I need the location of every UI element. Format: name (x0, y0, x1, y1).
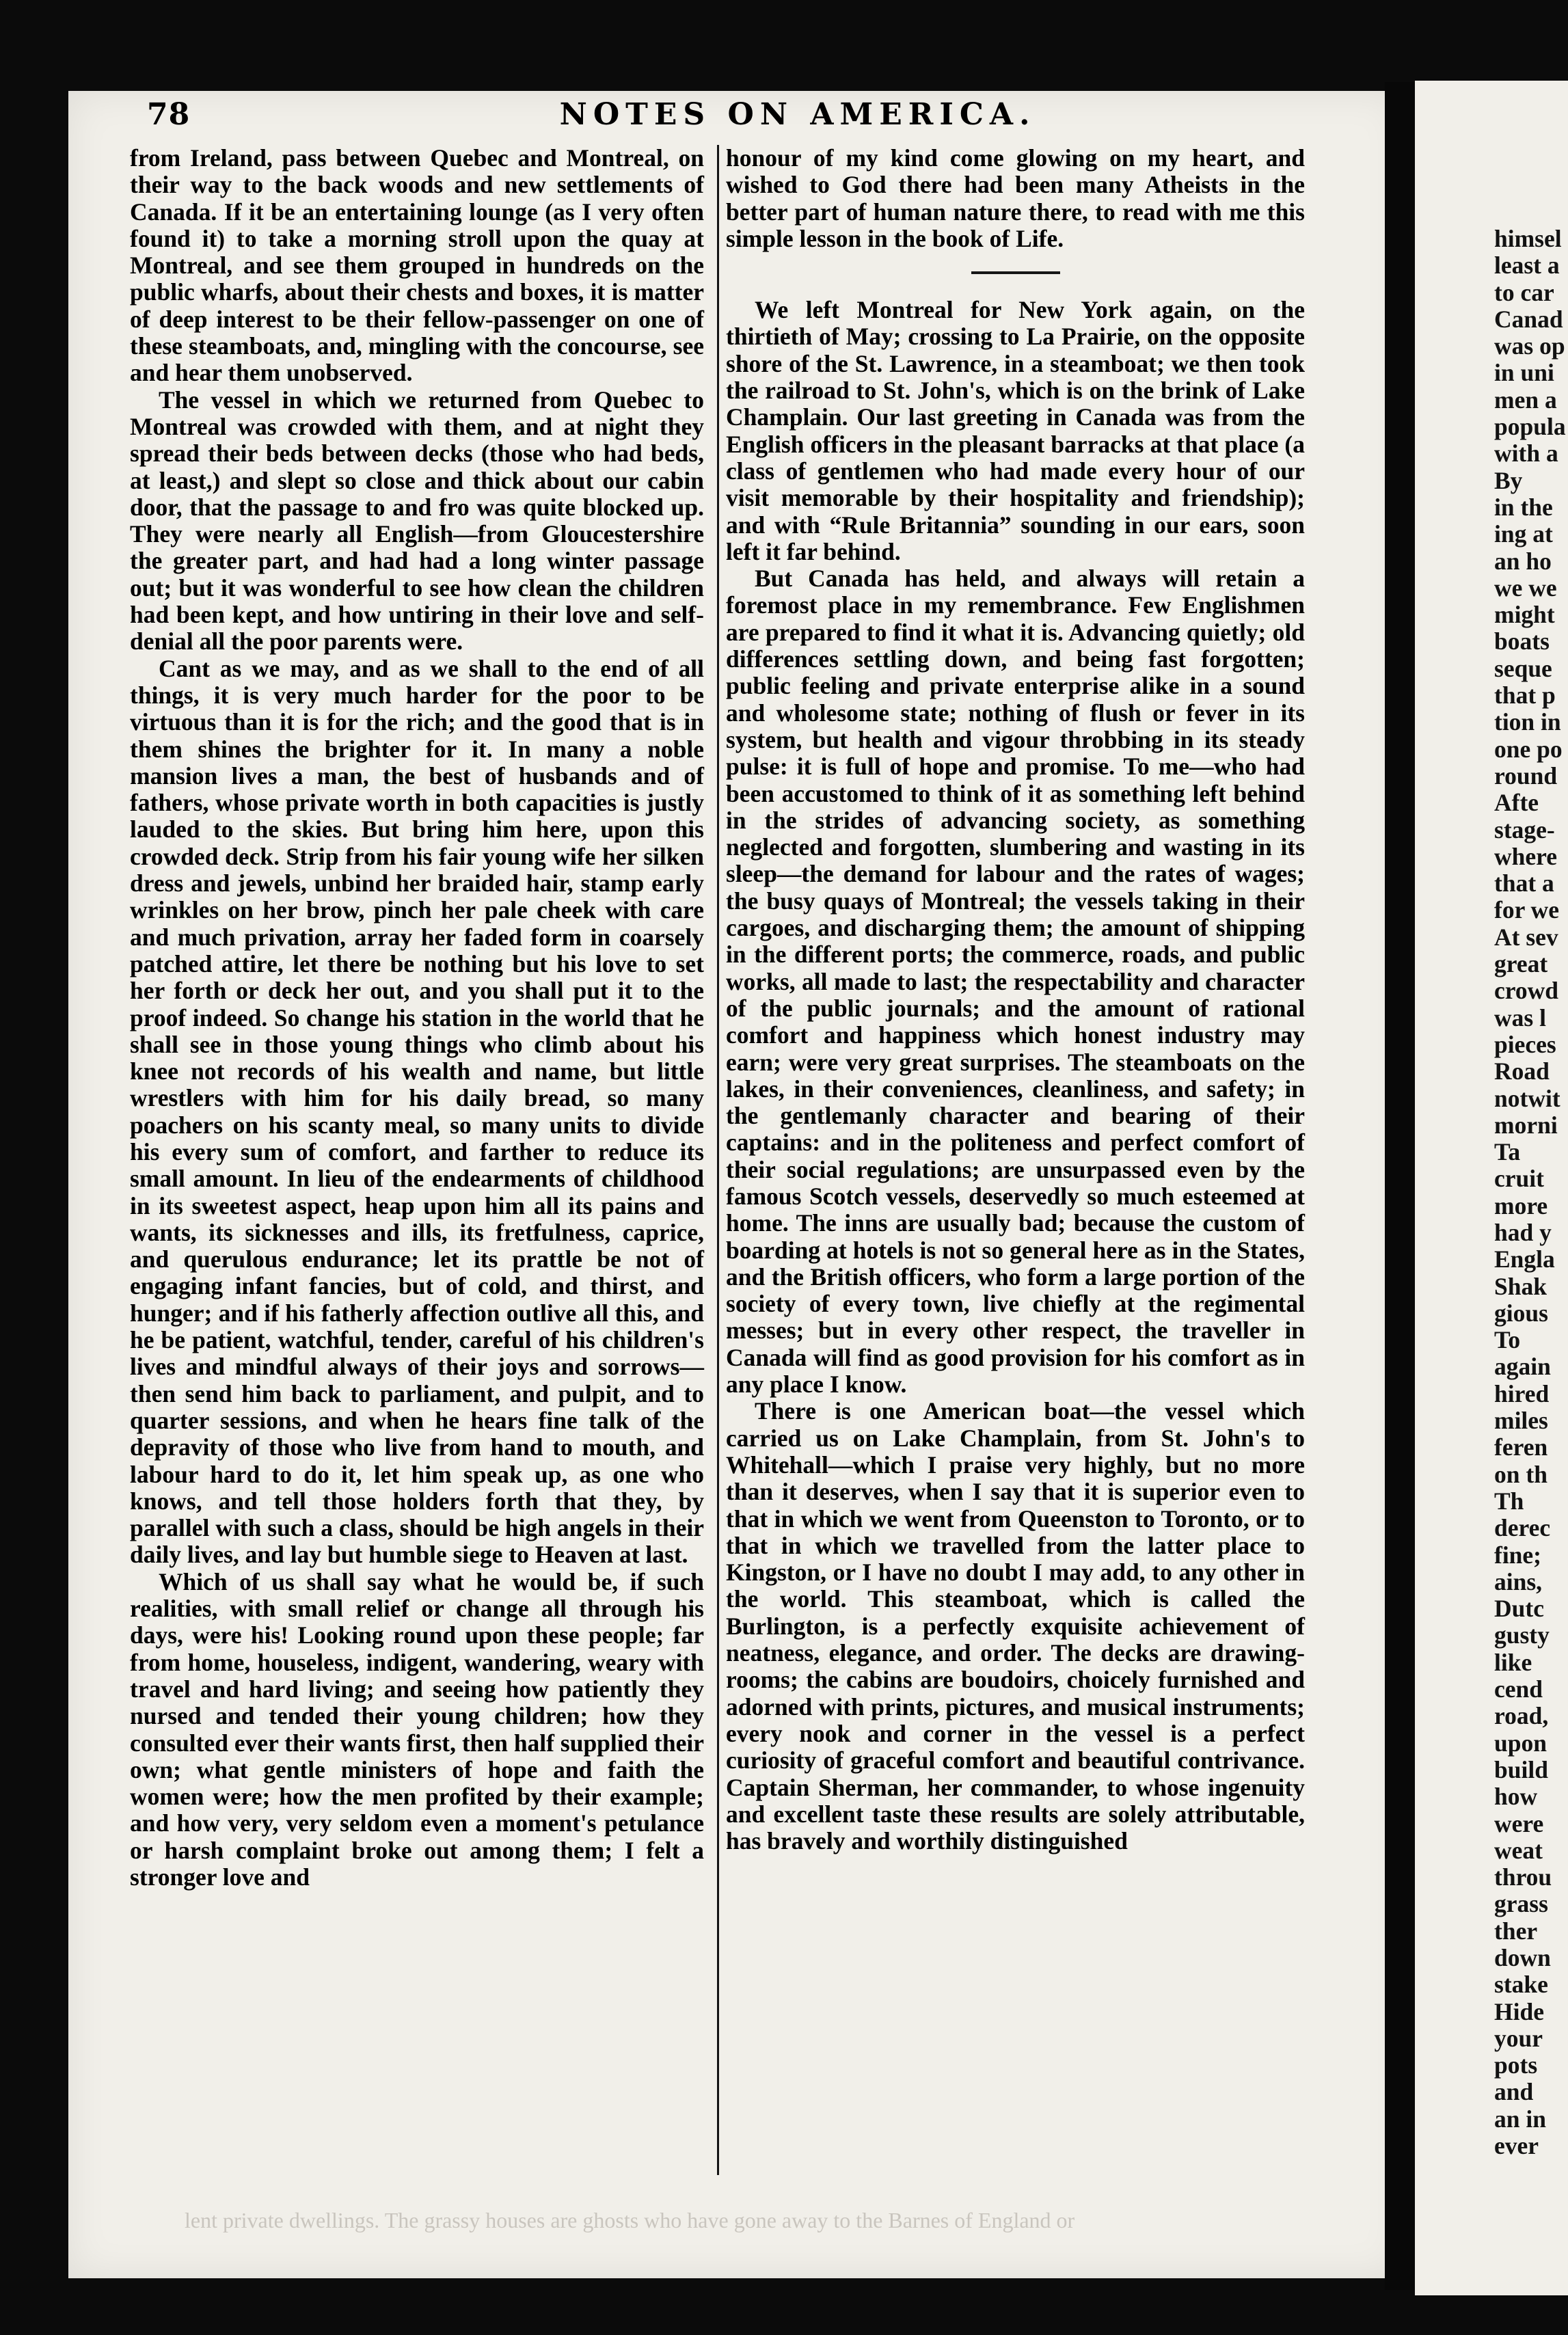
facing-page-line: down (1494, 1944, 1551, 1971)
facing-page-line: might (1494, 601, 1555, 629)
facing-page-line: Engla (1494, 1245, 1555, 1273)
facing-page-line: pots (1494, 2051, 1538, 2079)
facing-page-line: one po (1494, 735, 1563, 763)
facing-page-line: popula (1494, 413, 1566, 441)
facing-page-line: fine; (1494, 1541, 1542, 1569)
facing-page-line: men a (1494, 386, 1557, 414)
facing-page-line: were (1494, 1809, 1544, 1837)
facing-page-line: stage- (1494, 815, 1555, 843)
bleed-through-text: lent private dwellings. The grassy houses are ghosts who have gone away to the Barnes of England or (185, 2208, 1075, 2232)
paragraph: There is one American boat—the vessel which carried us on Lake Champlain, from St. John's to Whitehall—which I praise very highly, but no more than it deserves, when I say that it is superior even to that in which we went from Queenston to Toronto, or to that in which we travelled from the latter place to Kingston, or I have no doubt I may add, to any other in the world. This steamboat, which is called the Burlington, is a perfectly exquisite achievement of neatness, elegance, and order. The decks are drawing-rooms; the cabins are boudoirs, choicely furnished and adorned with prints, pictures, and musical instruments; every nook and corner in the vessel is a perfect curiosity of graceful comfort and beautiful contrivance. Captain Sherman, her commander, to whose ingenuity and excellent taste these results are solely attributable, has bravely and worthily distinguished (726, 1397, 1305, 1855)
facing-page-line: pieces (1494, 1030, 1556, 1058)
column-rule (717, 145, 719, 2175)
facing-page-line: upon (1494, 1729, 1547, 1757)
facing-page-line: we we (1494, 573, 1557, 602)
facing-page-line: ever (1494, 2132, 1539, 2160)
facing-page-line: round (1494, 761, 1558, 789)
facing-page-line: Canad (1494, 305, 1563, 333)
paragraph: honour of my kind come glowing on my heart, and wished to God there had been many Atheists in the better part of human nature there, to read with me this simple lesson in the book of Life. (726, 144, 1305, 252)
facing-page-line: road, (1494, 1702, 1549, 1730)
facing-page-line: with a (1494, 440, 1558, 468)
page-gutter (1385, 82, 1415, 2290)
page-number: 78 (147, 97, 191, 132)
facing-page-line: that p (1494, 681, 1556, 710)
paragraph: We left Montreal for New York again, on the thirtieth of May; crossing to La Prairie, on the opposite shore of the St. Lawrence, in a steamboat; we then took the railroad to St. John's, which is on the brink of Lake Champlain. Our last greeting in Canada was from the English officers in the pleasant barracks at that place (a class of gentlemen who had made every hour of our visit memorable by their hospitality and friendship); and with “Rule Britannia” sounding in our ears, soon left it far behind. (726, 296, 1305, 565)
facing-page-line: in the (1494, 493, 1553, 521)
facing-page (1415, 81, 1568, 2295)
facing-page-line: At sev (1494, 923, 1558, 951)
facing-page-line: feren (1494, 1433, 1548, 1461)
facing-page-line: ing at (1494, 520, 1553, 548)
facing-page-line: Shak (1494, 1272, 1547, 1300)
facing-page-line: derec (1494, 1514, 1551, 1542)
facing-page-line: crowd (1494, 977, 1559, 1005)
facing-page-line: Road (1494, 1057, 1550, 1085)
facing-page-line: that a (1494, 869, 1554, 897)
facing-page-line: cend (1494, 1675, 1543, 1703)
facing-page-text (1494, 226, 1568, 2159)
facing-page-line: an in (1494, 2105, 1546, 2133)
facing-page-line: hired (1494, 1379, 1550, 1407)
facing-page-line: himsel (1494, 225, 1562, 252)
facing-page-line: miles (1494, 1407, 1548, 1435)
paragraph: Cant as we may, and as we shall to the end of all things, it is very much harder for the poor to be virtuous than it is for the rich; and the good that is in them shines the brighter for it. In many a noble mansion lives a man, the best of husbands and of fathers, whose private worth in both capacities is justly lauded to the skies. But bring him here, upon this crowded deck. Strip from his fair young wife her silken dress and jewels, unbind her braided hair, stamp early wrinkles on her brow, pinch her pale cheek with care and much privation, array her faded form in coarsely patched attire, let there be nothing but his love to set her forth or deck her out, and you shall put it to the proof indeed. So change his station in the world that he shall see in those young things who climb about his knee not records of his wealth and name, but little wrestlers with him for his daily bread, so many poachers on his scanty meal, so many units to divide his every sum of comfort, and farther to reduce its small amount. In lieu of the endearments of childhood in its sweetest aspect, heap upon him all its pains and wants, its sicknesses and ills, its fretfulness, caprice, and querulous endurance; let its prattle be not of engaging infant fancies, but of cold, and thirst, and hunger; and if his fatherly affection outlive all this, and he be patient, watchful, tender, careful of his children's lives and mindful always of their joys and sorrows—then send him back to parliament, and pulpit, and to quarter sessions, and when he hears fine talk of the depravity of those who live from hand to mouth, and labour hard to do it, let him speak up, as one who knows, and tell those holders forth that they, by parallel with such a class, should be high angels in their daily lives, and lay but humble siege to Heaven at last. (130, 654, 704, 1569)
facing-page-line: Ta (1494, 1138, 1521, 1166)
facing-page-line: to car (1494, 278, 1554, 306)
facing-page-line: Afte (1494, 789, 1539, 817)
facing-page-line: like (1494, 1648, 1532, 1676)
facing-page-line: your (1494, 2024, 1543, 2052)
paragraph: But Canada has held, and always will retain a foremost place in my remembrance. Few Englishmen are prepared to find it what it is. Advancing quietly; old differences settling down, and being fast forgotten; public feeling and private enterprise alike in a sound and wholesome state; nothing of flush or fever in its system, but health and vigour throbbing in its steady pulse: it is full of hope and promise. To me—who had been accustomed to think of it as something left behind in the strides of advancing society, as something neglected and forgotten, slumbering and wasting in its sleep—the demand for labour and the rates of wages; the busy quays of Montreal; the vessels taking in their cargoes, and discharging them; the amount of shipping in the different ports; the commerce, roads, and public works, all made to last; the respectability and character of the public journals; and the amount of rational comfort and happiness which honest industry may earn; were very great surprises. The steamboats on the lakes, in their conveniences, cleanliness, and safety; in the gentlemanly character and bearing of their captains: and in the politeness and perfect comfort of their social regulations; are unsurpassed even by the famous Scotch vessels, deservedly so much esteemed at home. The inns are usually bad; because the custom of boarding at hotels is not so general here as in the States, and the British officers, who form a large portion of the society of every town, live chiefly at the regimental messes; but in every other respect, the traveller in Canada will find as good provision for his comfort as in any place I know. (726, 565, 1305, 1399)
paragraph: The vessel in which we returned from Quebec to Montreal was crowded with them, and at night they spread their beds between decks (those who had beds, at least,) and slept so close and thick about our cabin door, that the passage to and fro was quite blocked up. They were nearly all English—from Gloucestershire the greater part, and had had a long winter passage out; but it was wonderful to see how clean the children had been kept, and how untiring in their love and self-denial all the poor parents were. (130, 386, 704, 656)
facing-page-line: seque (1494, 654, 1552, 682)
facing-page-line: Th (1494, 1487, 1524, 1515)
facing-page-line: gusty (1494, 1621, 1550, 1649)
facing-page-line: ther (1494, 1917, 1538, 1945)
facing-page-line: ains, (1494, 1567, 1543, 1595)
facing-page-line: an ho (1494, 547, 1552, 575)
facing-page-line: Dutc (1494, 1595, 1544, 1623)
facing-page-line: least a (1494, 252, 1560, 280)
facing-page-line: Hide (1494, 1997, 1544, 2025)
facing-page-line: boats (1494, 627, 1550, 656)
left-column (130, 145, 704, 1891)
facing-page-line: weat (1494, 1836, 1543, 1864)
paragraph: Which of us shall say what he would be, if such realities, with small relief or change all through his days, were his! Looking round upon these people; far from home, houseless, indigent, wandering, weary with travel and hard living; and seeing how patiently they nursed and tended their young children; how they consulted ever their wants first, then half supplied their own; what gentle ministers of hope and faith the women were; how the men profited by their example; and how very, very seldom even a moment's petulance or harsh complaint broke out among them; I felt a stronger love and (130, 1567, 704, 1891)
facing-page-line: again (1494, 1353, 1551, 1381)
facing-page-line: in uni (1494, 359, 1554, 387)
facing-page-line: notwit (1494, 1084, 1560, 1112)
facing-page-line: for we (1494, 896, 1559, 924)
facing-page-line: was op (1494, 332, 1565, 360)
facing-page-line: grass (1494, 1890, 1548, 1918)
facing-page-line: was l (1494, 1003, 1546, 1031)
facing-page-line: build (1494, 1755, 1548, 1783)
facing-page-line: stake (1494, 1971, 1548, 1999)
facing-page-line: gious (1494, 1299, 1548, 1327)
section-separator (971, 271, 1060, 274)
facing-page-line: more (1494, 1191, 1548, 1219)
facing-page-line: throu (1494, 1863, 1552, 1891)
facing-page-line: By (1494, 466, 1523, 494)
running-title: NOTES ON AMERICA. (559, 97, 1036, 132)
facing-page-line: great (1494, 950, 1548, 978)
facing-page-line: where (1494, 842, 1558, 870)
facing-page-line: tion in (1494, 708, 1561, 736)
facing-page-line: on th (1494, 1460, 1547, 1488)
facing-page-line: how (1494, 1783, 1538, 1811)
paragraph: from Ireland, pass between Quebec and Montreal, on their way to the back woods and new settlements of Canada. If it be an entertaining lounge (as I very often found it) to take a morning stroll upon the quay at Montreal, and see them grouped in hundreds on the public wharfs, about their chests and boxes, it is matter of deep interest to be their fellow-passenger on one of these steamboats, and, mingling with the concourse, see and hear them unobserved. (130, 144, 704, 387)
facing-page-line: had y (1494, 1218, 1552, 1246)
facing-page-line: To (1494, 1326, 1521, 1354)
facing-page-line: and (1494, 2078, 1534, 2106)
facing-page-line: cruit (1494, 1165, 1544, 1193)
page-header (147, 97, 1421, 138)
right-column (726, 145, 1305, 1854)
facing-page-line: morni (1494, 1111, 1558, 1139)
